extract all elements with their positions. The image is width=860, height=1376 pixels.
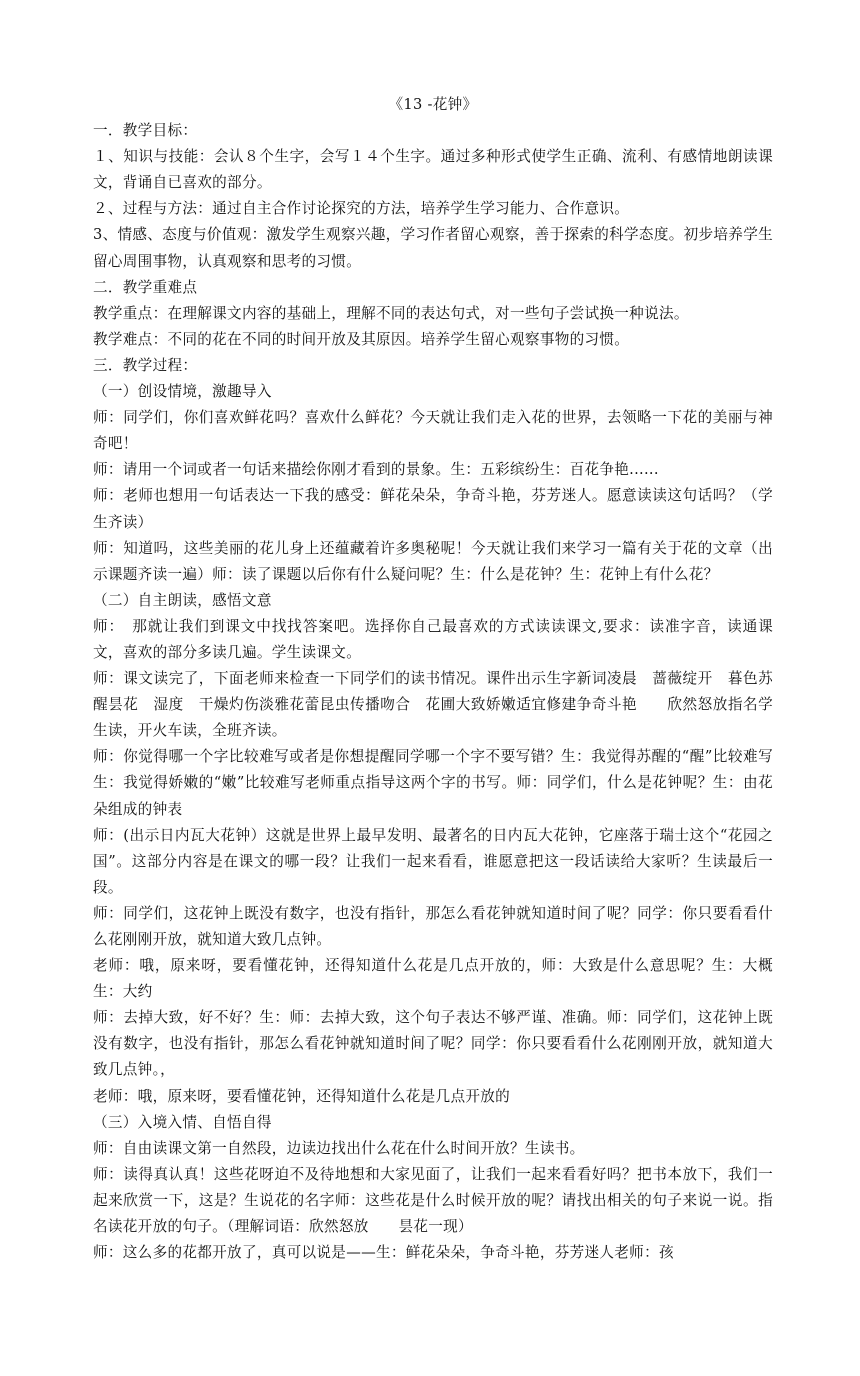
paragraph: 师：课文读完了，下面老师来检查一下同学们的读书情况。课件出示生字新词凌晨 蔷薇绽开 暮色苏醒昙花 湿度 干燥灼伤淡雅花蕾昆虫传播吻合 花圃大致娇嫩适宜修建争奇斗艳 欣然怒放指名学生读，开火车读，全班齐读。: [93, 670, 773, 740]
document-title: 《13 -花钟》: [388, 96, 478, 113]
document-page: [93, 92, 773, 1266]
paragraph: 师：请用一个词或者一句话来描绘你刚才看到的景象。生：五彩缤纷生：百花争艳......: [93, 461, 659, 479]
paragraph: 师：老师也想用一句话表达一下我的感受：鲜花朵朵，争奇斗艳，芬芳迷人。愿意读读这句话吗？（学生齐读）: [93, 487, 773, 531]
paragraph: 师：(出示日内瓦大花钟）这就是世界上最早发明、最著名的日内瓦大花钟，它座落于瑞士这个“花园之国”。这部分内容是在课文的哪一段？让我们一起来看看，谁愿意把这一段话读给大家听？生读最后一段。: [93, 826, 773, 896]
paragraph: （二）自主朗读，感悟文意: [93, 591, 272, 609]
paragraph: 师：同学们，你们喜欢鲜花吗？喜欢什么鲜花？今天就让我们走入花的世界，去领略一下花的美丽与神奇吧！: [93, 409, 773, 453]
paragraph: （三）入境入情、自悟自得: [93, 1113, 272, 1131]
paragraph: 一．教学目标：: [93, 122, 198, 140]
paragraph: 老师：哦，原来呀，要看懂花钟，还得知道什么花是几点开放的，师：大致是什么意思呢？生：大概生：大约: [93, 957, 773, 1001]
paragraph: 师：你觉得哪一个字比较难写或者是你想提醒同学哪一个字不要写错？生：我觉得苏醒的“醒”比较难写生：我觉得娇嫩的“嫩”比较难写老师重点指导这两个字的书写。师：同学们，什么是花钟呢？生：由花朵组成的钟表: [93, 748, 773, 818]
paragraph: 老师：哦，原来呀，要看懂花钟，还得知道什么花是几点开放的: [93, 1087, 511, 1105]
paragraph: １、知识与技能：会认８个生字，会写１４个生字。通过多种形式使学生正确、流利、有感情地朗读课文，背诵自已喜欢的部分。: [93, 148, 773, 192]
paragraph: 师：读得真认真！这些花呀迫不及待地想和大家见面了，让我们一起来看看好吗？把书本放下，我们一起来欣赏一下，这是？生说花的名字师：这些花是什么时候开放的呢？请找出相关的句子来说一说。指名读花开放的句子。（理解词语：欣然怒放 昙花一现）: [93, 1165, 773, 1236]
paragraph: 三．教学过程：: [93, 356, 198, 374]
paragraph: ２、过程与方法：通过自主合作讨论探究的方法，培养学生学习能力、合作意识。: [93, 200, 630, 218]
document-body: [93, 118, 773, 1266]
paragraph: 师：自由读课文第一自然段，边读边找出什么花在什么时间开放？生读书。: [93, 1139, 585, 1157]
paragraph: 师：这么多的花都开放了，真可以说是——生：鲜花朵朵，争奇斗艳，芬芳迷人老师：孩: [93, 1244, 674, 1262]
paragraph: 教学难点：不同的花在不同的时间开放及其原因。培养学生留心观察事物的习惯。: [93, 330, 630, 348]
paragraph: （一）创设情境，激趣导入: [93, 383, 272, 401]
paragraph: 教学重点：在理解课文内容的基础上，理解不同的表达句式，对一些句子尝试换一种说法。: [93, 304, 689, 322]
paragraph: 二．教学重难点: [93, 278, 198, 296]
paragraph: 3、情感、态度与价值观：激发学生观察兴趣，学习作者留心观察，善于探索的科学态度。初步培养学生留心周围事物，认真观察和思考的习惯。: [93, 226, 773, 270]
paragraph: 师：知道吗，这些美丽的花儿身上还蕴藏着许多奥秘呢！今天就让我们来学习一篇有关于花的文章（出示课题齐读一遍）师：读了课题以后你有什么疑问呢？生：什么是花钟？生：花钟上有什么花？: [93, 539, 773, 583]
paragraph: 师：去掉大致，好不好？生：师：去掉大致，这个句子表达不够严谨、准确。师：同学们，这花钟上既没有数字，也没有指针，那怎么看花钟就知道时间了呢？同学：你只要看看什么花刚刚开放，就知道大致几点钟。，: [93, 1009, 773, 1079]
paragraph: 师： 那就让我们到课文中找找答案吧。选择你自己最喜欢的方式读读课文,要求：读准字音，读通课文，喜欢的部分多读几遍。学生读课文。: [93, 617, 773, 661]
paragraph: 师：同学们，这花钟上既没有数字，也没有指针，那怎么看花钟就知道时间了呢？同学：你只要看看什么花刚刚开放，就知道大致几点钟。: [93, 904, 773, 948]
